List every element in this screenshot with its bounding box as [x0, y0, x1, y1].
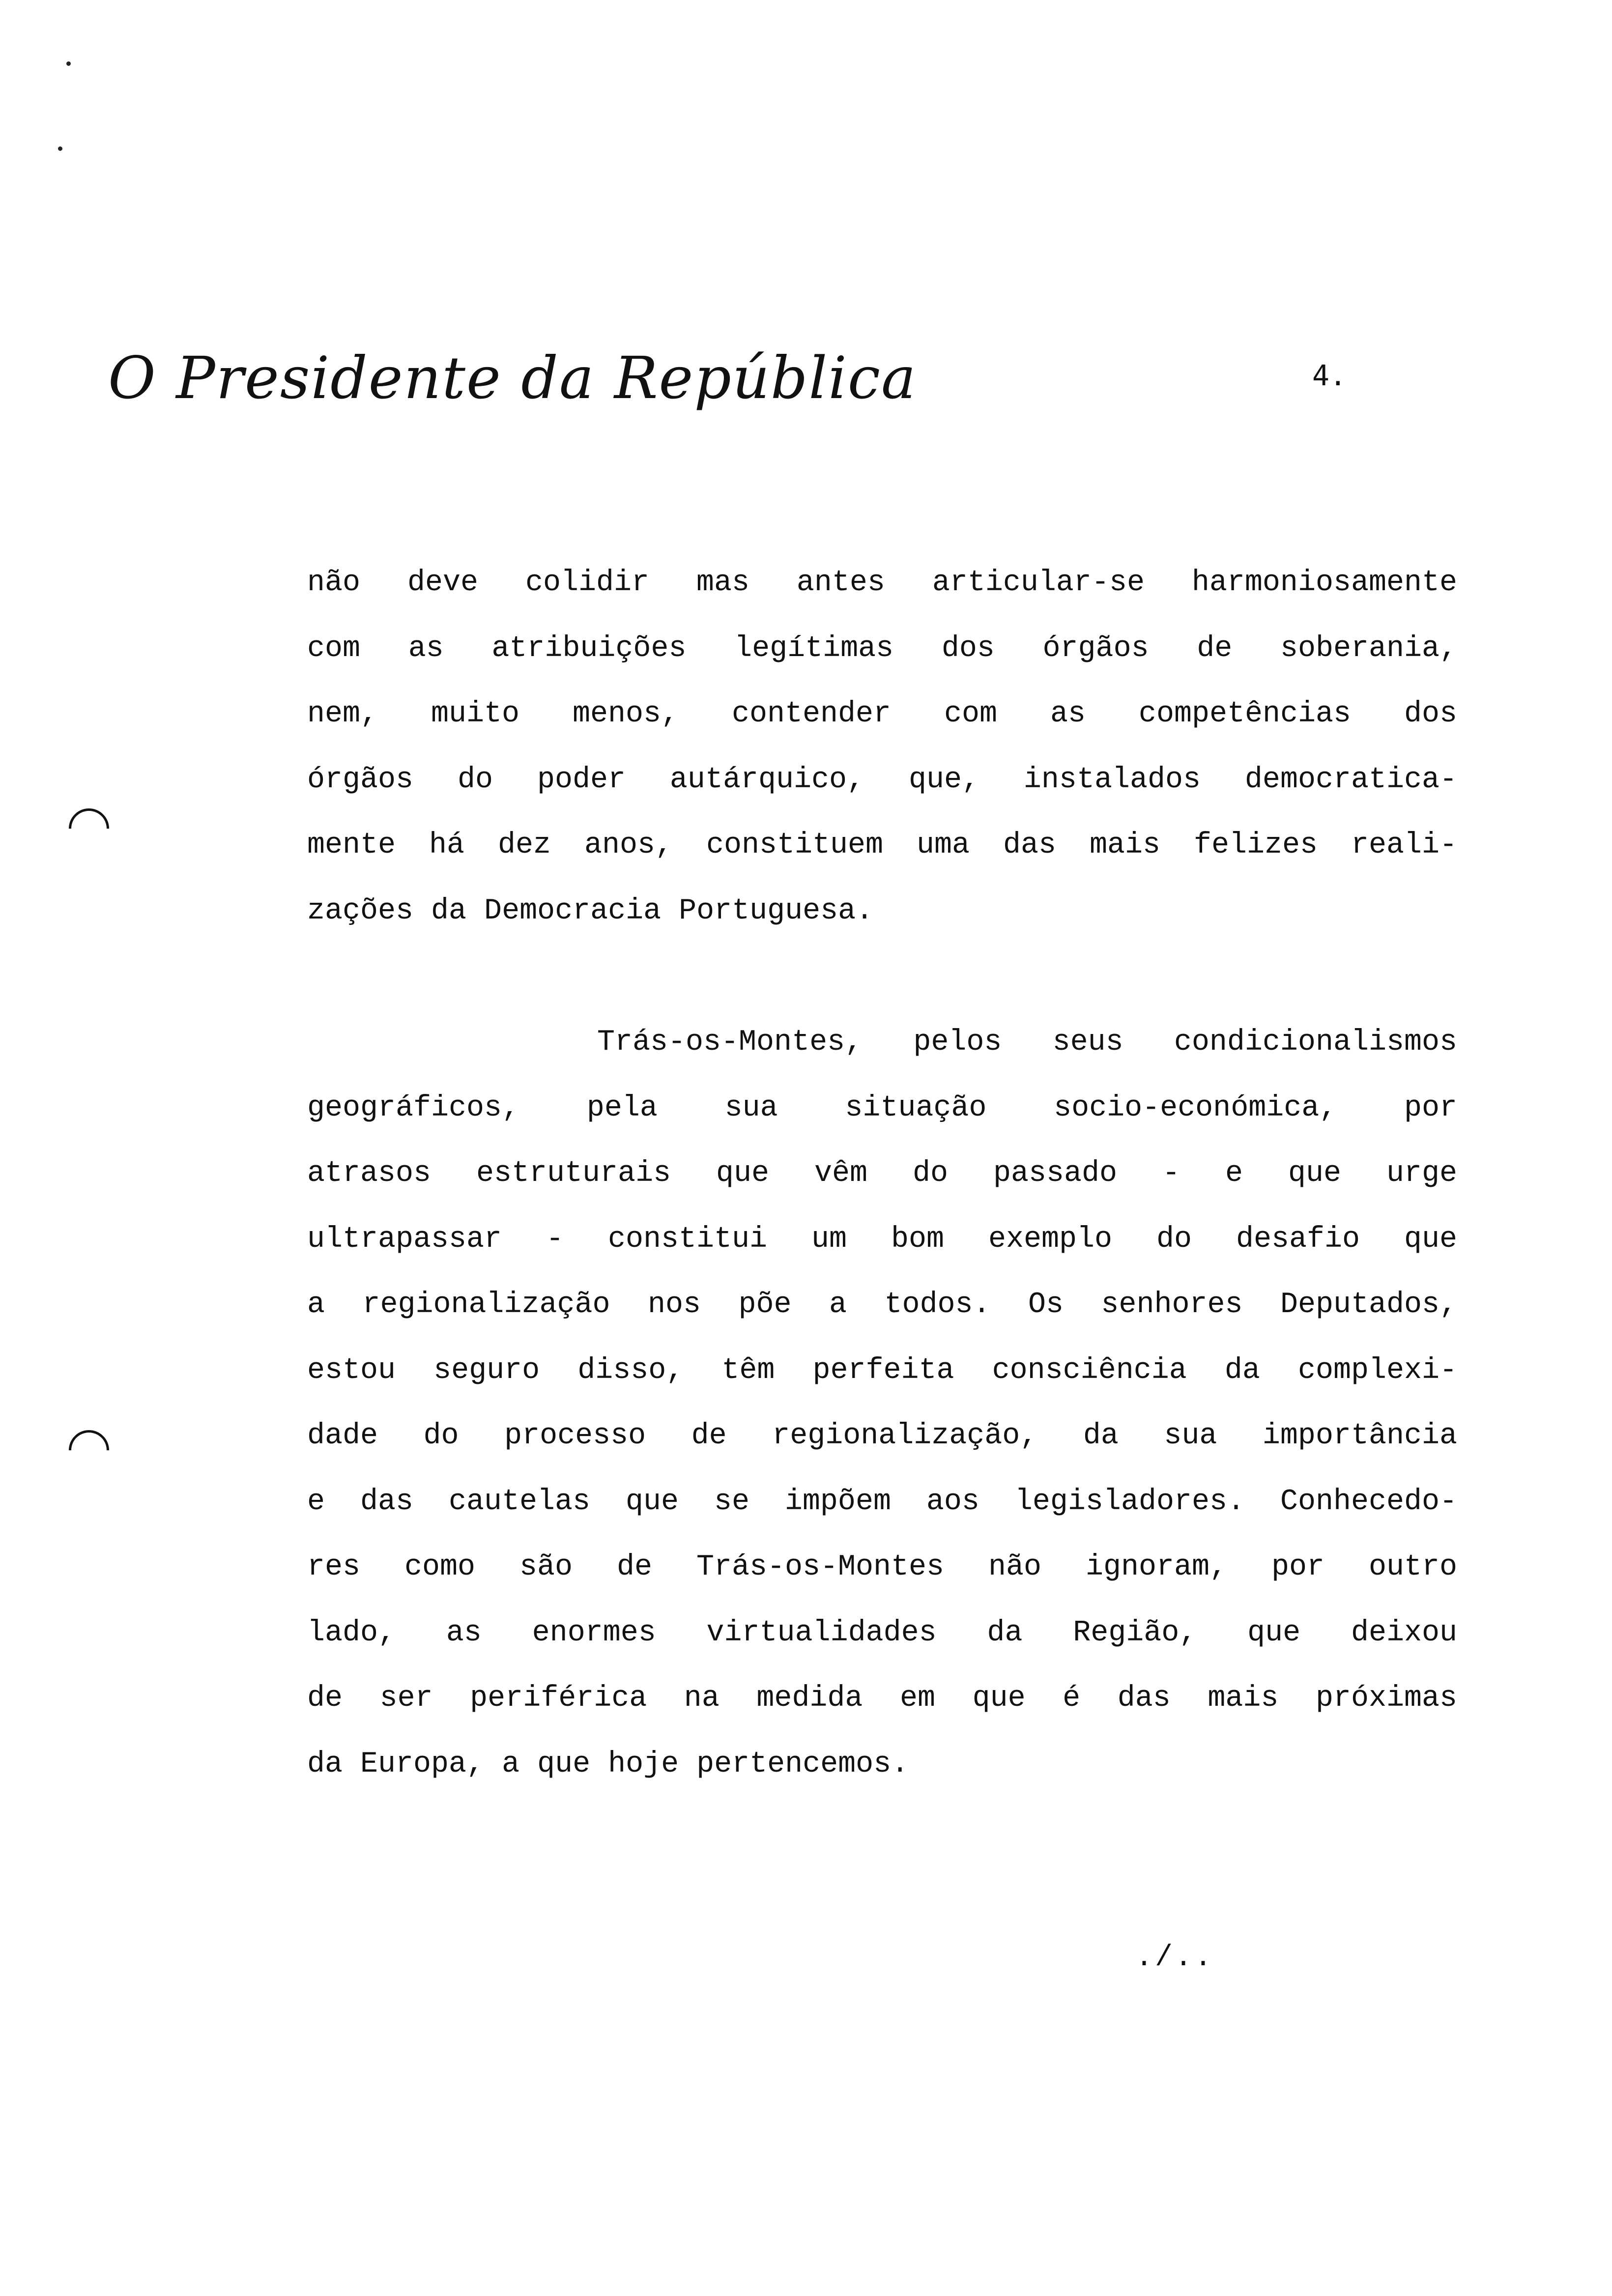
- scan-speck: [66, 61, 71, 66]
- paragraph-1: [307, 550, 1457, 944]
- text-line: estou seguro disso, têm perfeita consciência da complexi-: [307, 1353, 1457, 1387]
- text-line: geográficos, pela sua situação socio-económica, por: [307, 1091, 1457, 1125]
- text-line: ultrapassar - constitui um bom exemplo do desafio que: [307, 1222, 1457, 1256]
- text-line: de ser periférica na medida em que é das mais próximas: [307, 1682, 1457, 1715]
- text-line: órgãos do poder autárquico, que, instalados democratica-: [307, 763, 1457, 797]
- text-line: dade do processo de regionalização, da sua importância: [307, 1419, 1457, 1453]
- text-line: não deve colidir mas antes articular-se harmoniosamente: [307, 566, 1457, 600]
- text-line: a regionalização nos põe a todos. Os senhores Deputados,: [307, 1288, 1457, 1321]
- text-line: res como são de Trás-os-Montes não ignoram, por outro: [307, 1550, 1457, 1584]
- text-line: da Europa, a que hoje pertencemos.: [307, 1747, 909, 1781]
- scan-speck: [58, 146, 62, 151]
- continuation-mark: ./..: [1135, 1941, 1214, 1975]
- punch-hole-icon: [60, 800, 117, 857]
- text-line: nem, muito menos, contender com as competências dos: [307, 697, 1457, 731]
- text-line: mente há dez anos, constituem uma das mais felizes reali-: [307, 829, 1457, 862]
- text-line: e das cautelas que se impõem aos legisladores. Conhecedo-: [307, 1485, 1457, 1519]
- text-line: zações da Democracia Portuguesa.: [307, 894, 874, 928]
- text-line: Trás-os-Montes, pelos seus condicionalismos: [597, 1026, 1457, 1059]
- text-line: lado, as enormes virtualidades da Região, que deixou: [307, 1616, 1457, 1650]
- letterhead-title: O Presidente da República: [108, 344, 917, 412]
- punch-hole-icon: [60, 1422, 117, 1479]
- page-number: 4.: [1312, 359, 1347, 392]
- text-line: com as atribuições legítimas dos órgãos de soberania,: [307, 631, 1457, 665]
- text-line: atrasos estruturais que vêm do passado - e que urge: [307, 1157, 1457, 1190]
- paragraph-2: [307, 1010, 1457, 1797]
